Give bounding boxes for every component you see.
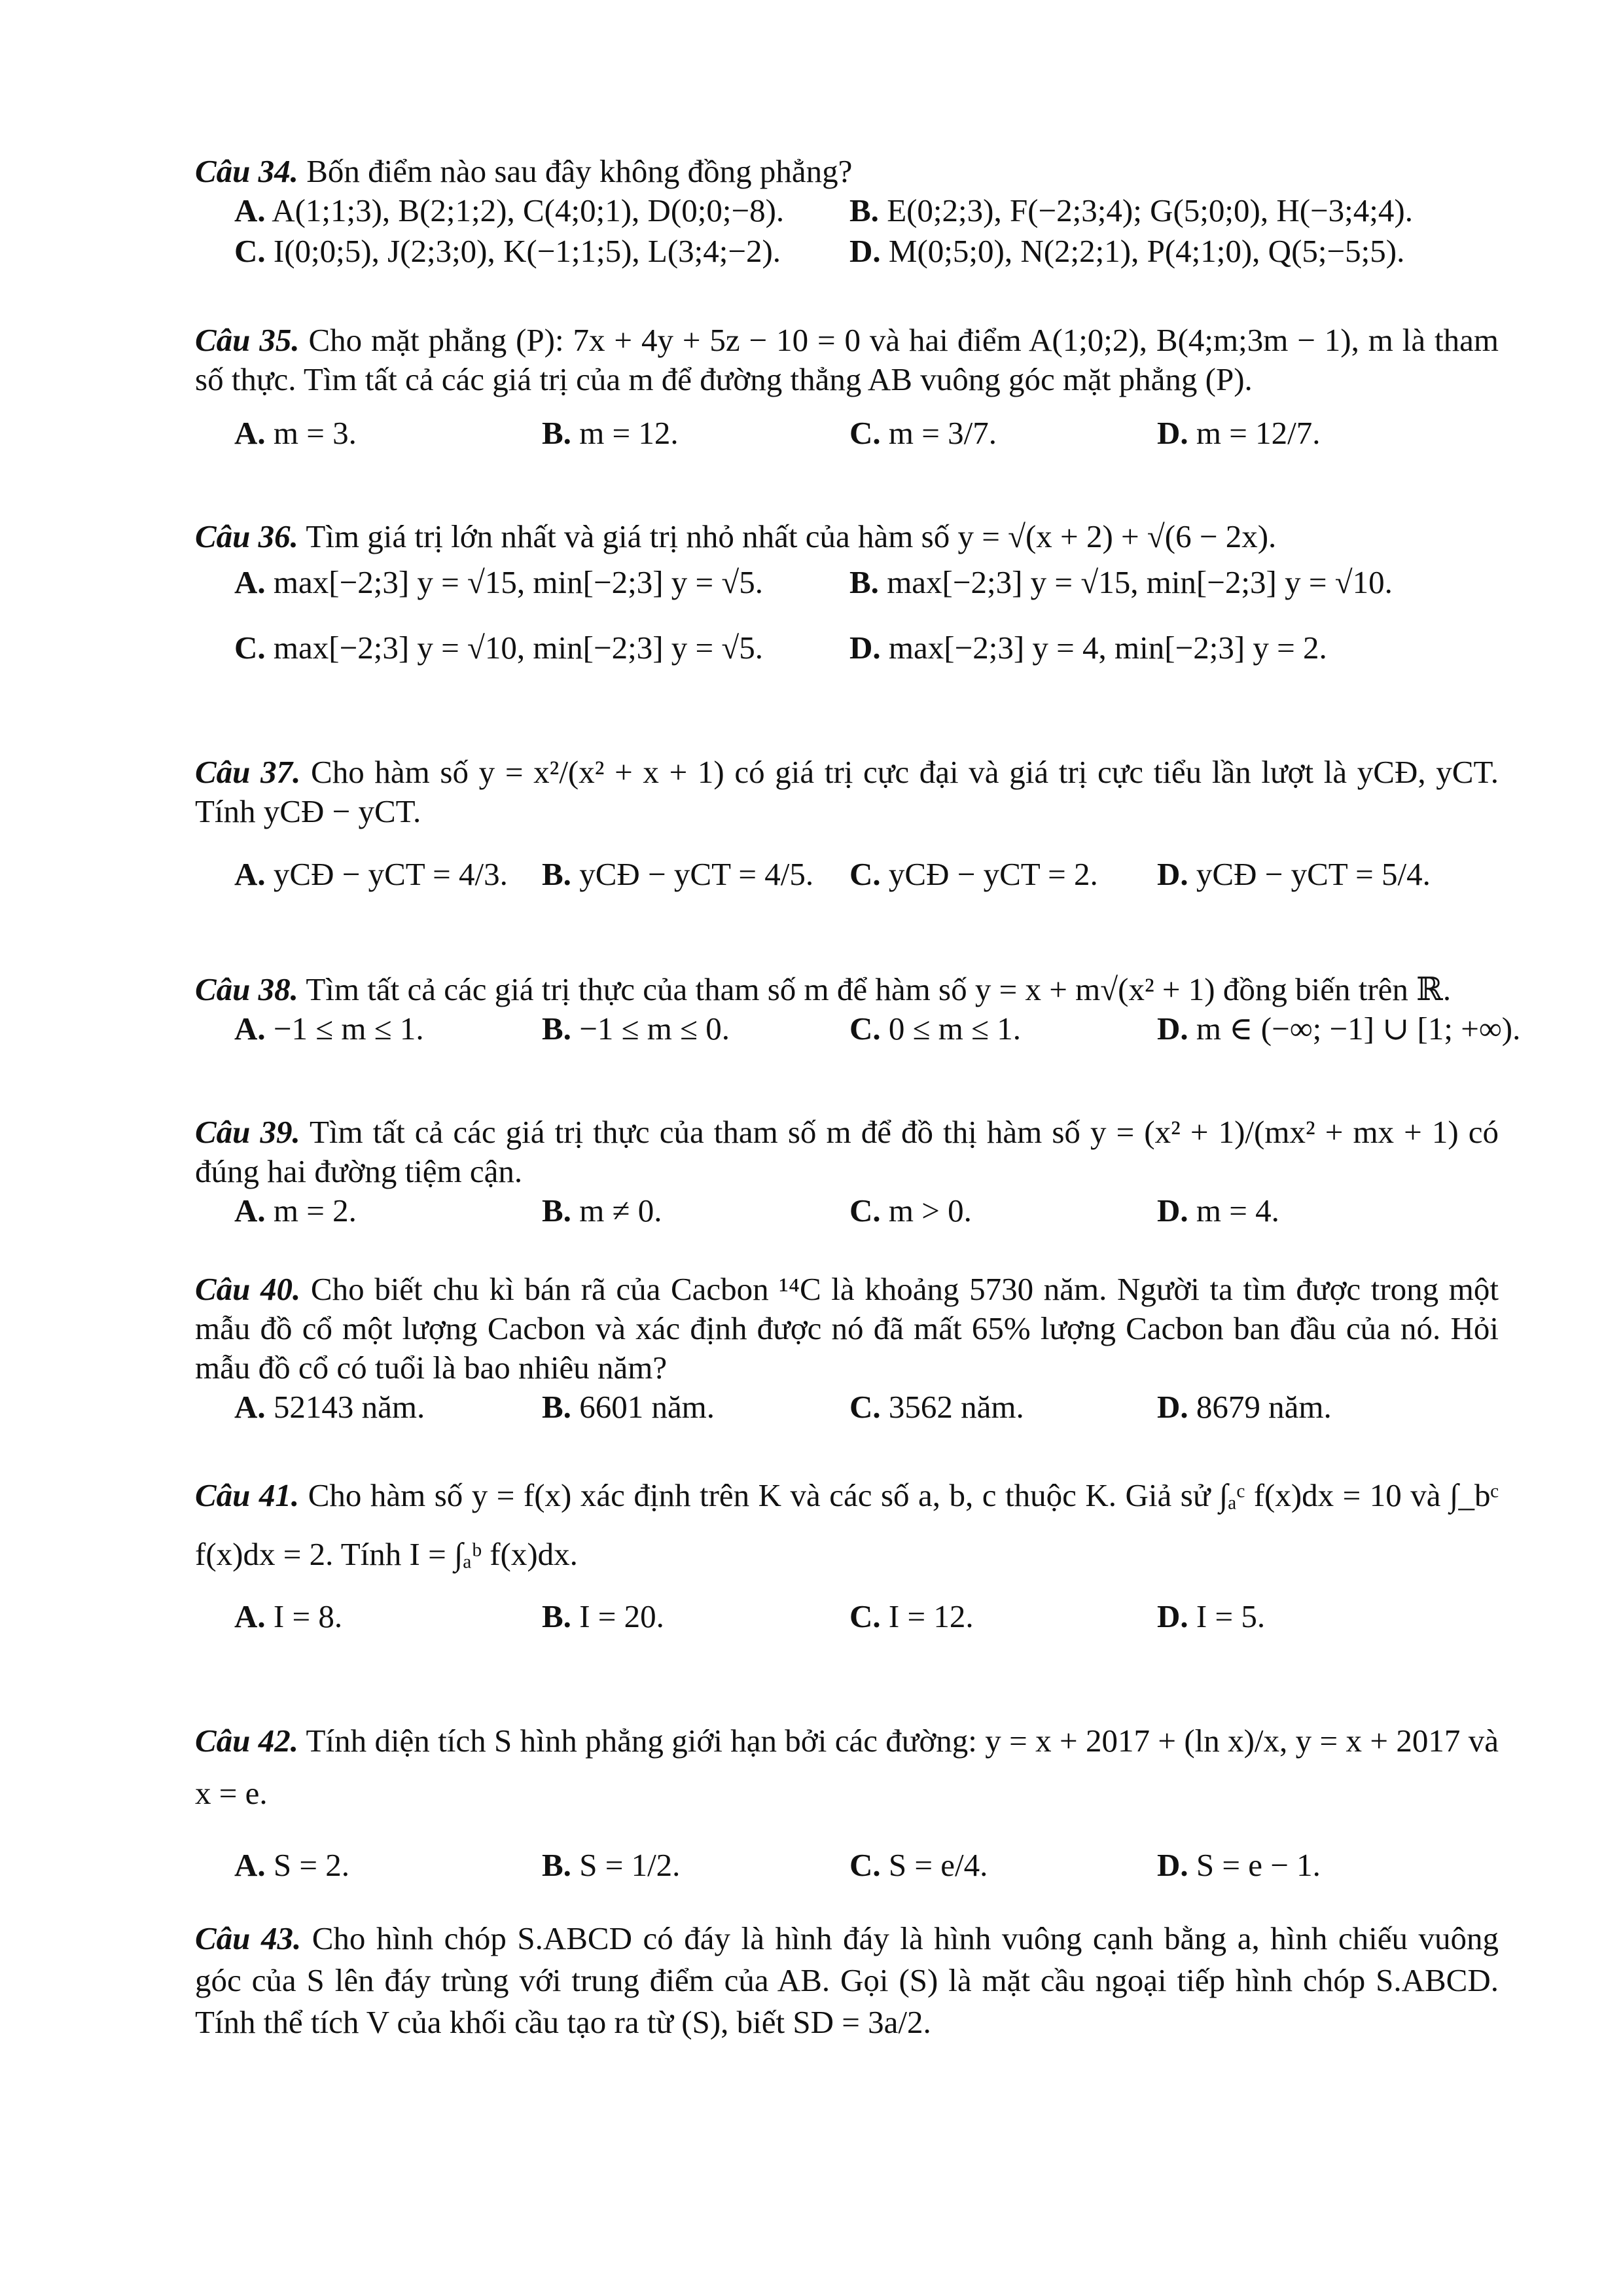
question-41 (195, 1466, 1499, 1638)
option-c[interactable]: C. 3562 năm. (849, 1389, 1024, 1425)
option-b[interactable]: B. I = 20. (542, 1598, 664, 1634)
question-label: Câu 39. (195, 1114, 300, 1150)
question-39 (195, 1113, 1499, 1232)
options-row (195, 191, 1499, 232)
option-a[interactable]: A. max[−2;3] y = √15, min[−2;3] y = √5. (234, 564, 764, 600)
option-c[interactable]: C. yCĐ − yCT = 2. (849, 856, 1098, 892)
question-label: Câu 41. (195, 1477, 300, 1513)
options-row (195, 563, 1499, 603)
question-36 (195, 517, 1499, 669)
option-b[interactable]: B. E(0;2;3), F(−2;3;4); G(5;0;0), H(−3;4;4). (849, 192, 1413, 228)
question-text (195, 152, 1499, 191)
question-text (195, 1918, 1499, 2043)
question-label: Câu 34. (195, 153, 298, 189)
question-label: Câu 42. (195, 1723, 299, 1759)
question-label: Câu 37. (195, 754, 301, 790)
question-43 (195, 1918, 1499, 2043)
option-d[interactable]: D. yCĐ − yCT = 5/4. (1157, 856, 1431, 892)
options-row (195, 1846, 1499, 1886)
question-body: Tìm giá trị lớn nhất và giá trị nhỏ nhất của hàm số y = √(x + 2) + √(6 − 2x). (306, 518, 1277, 554)
question-body: Cho biết chu kì bán rã của Cacbon ¹⁴C là khoảng 5730 năm. Người ta tìm được trong một mẫu đồ cổ một lượng Cacbon và xác định được nó đã mất 65% lượng Cacbon ban đầu của nó. Hỏi mẫu đồ cổ có tuổi là bao nhiêu năm? (195, 1271, 1499, 1386)
question-label: Câu 40. (195, 1271, 301, 1307)
option-d[interactable]: D. max[−2;3] y = 4, min[−2;3] y = 2. (849, 630, 1327, 666)
question-37 (195, 753, 1499, 895)
question-42 (195, 1715, 1499, 1886)
options-row (195, 232, 1499, 272)
options-row (195, 1597, 1499, 1638)
option-d[interactable]: D. 8679 năm. (1157, 1389, 1332, 1425)
question-text (195, 1466, 1499, 1584)
question-body: Cho mặt phẳng (P): 7x + 4y + 5z − 10 = 0 và hai điểm A(1;0;2), B(4;m;3m − 1), m là tham số thực. Tìm tất cả các giá trị của m để đường thẳng AB vuông góc mặt phẳng (P). (195, 322, 1499, 397)
question-body: Cho hàm số y = x²/(x² + x + 1) có giá trị cực đại và giá trị cực tiểu lần lượt là yCĐ, yCT. Tính yCĐ − yCT. (195, 754, 1499, 829)
option-a[interactable]: A. −1 ≤ m ≤ 1. (234, 1011, 424, 1047)
option-d[interactable]: D. S = e − 1. (1157, 1847, 1321, 1883)
option-a[interactable]: A. yCĐ − yCT = 4/3. (234, 856, 508, 892)
option-a[interactable]: A. I = 8. (234, 1598, 343, 1634)
question-body: Bốn điểm nào sau đây không đồng phẳng? (306, 153, 853, 189)
option-c[interactable]: C. m = 3/7. (849, 415, 997, 451)
option-a[interactable]: A. 52143 năm. (234, 1389, 425, 1425)
question-body: Cho hình chóp S.ABCD có đáy là hình đáy là hình vuông cạnh bằng a, hình chiếu vuông góc của S lên đáy trùng với trung điểm của AB. Gọi (S) là mặt cầu ngoại tiếp hình chóp S.ABCD. Tính thể tích V của khối cầu tạo ra từ (S), biết SD = 3a/2. (195, 1920, 1499, 2040)
option-b[interactable]: B. 6601 năm. (542, 1389, 715, 1425)
option-b[interactable]: B. m ≠ 0. (542, 1193, 662, 1229)
option-c[interactable]: C. I = 12. (849, 1598, 974, 1634)
option-c[interactable]: C. 0 ≤ m ≤ 1. (849, 1011, 1022, 1047)
option-d[interactable]: D. M(0;5;0), N(2;2;1), P(4;1;0), Q(5;−5;5). (849, 233, 1405, 269)
question-label: Câu 36. (195, 518, 298, 554)
options-row (195, 1388, 1499, 1428)
question-label: Câu 35. (195, 322, 300, 358)
question-40 (195, 1270, 1499, 1428)
question-text (195, 1113, 1499, 1191)
question-label: Câu 43. (195, 1920, 302, 1956)
option-a[interactable]: A. A(1;1;3), B(2;1;2), C(4;0;1), D(0;0;−8). (234, 192, 785, 228)
question-label: Câu 38. (195, 971, 298, 1007)
option-c[interactable]: C. S = e/4. (849, 1847, 988, 1883)
options-row (195, 1191, 1499, 1232)
question-34 (195, 152, 1499, 272)
question-text (195, 1270, 1499, 1388)
options-row (195, 1009, 1521, 1050)
option-b[interactable]: B. yCĐ − yCT = 4/5. (542, 856, 814, 892)
option-a[interactable]: A. m = 2. (234, 1193, 357, 1229)
question-38 (195, 970, 1521, 1050)
question-text (195, 517, 1499, 556)
option-c[interactable]: C. m > 0. (849, 1193, 972, 1229)
option-b[interactable]: B. S = 1/2. (542, 1847, 681, 1883)
options-row (195, 414, 1499, 454)
option-b[interactable]: B. m = 12. (542, 415, 679, 451)
option-a[interactable]: A. S = 2. (234, 1847, 350, 1883)
option-a[interactable]: A. m = 3. (234, 415, 357, 451)
option-d[interactable]: D. m = 12/7. (1157, 415, 1321, 451)
option-c[interactable]: C. max[−2;3] y = √10, min[−2;3] y = √5. (234, 630, 764, 666)
question-text (195, 753, 1499, 831)
question-text (195, 1715, 1499, 1820)
option-b[interactable]: B. −1 ≤ m ≤ 0. (542, 1011, 730, 1047)
option-b[interactable]: B. max[−2;3] y = √15, min[−2;3] y = √10. (849, 564, 1393, 600)
question-body: Tìm tất cả các giá trị thực của tham số m để đồ thị hàm số y = (x² + 1)/(mx² + mx + 1) có đúng hai đường tiệm cận. (195, 1114, 1499, 1189)
question-35 (195, 321, 1499, 454)
option-d[interactable]: D. I = 5. (1157, 1598, 1266, 1634)
question-text (195, 321, 1499, 399)
option-c[interactable]: C. I(0;0;5), J(2;3;0), K(−1;1;5), L(3;4;−2). (234, 233, 781, 269)
question-text (195, 970, 1499, 1009)
question-body: Tìm tất cả các giá trị thực của tham số m để hàm số y = x + m√(x² + 1) đồng biến trên ℝ. (306, 971, 1452, 1007)
question-body: Tính diện tích S hình phẳng giới hạn bởi các đường: y = x + 2017 + (ln x)/x, y = x + 2017 và x = e. (195, 1723, 1499, 1811)
option-d[interactable]: D. m = 4. (1157, 1193, 1279, 1229)
options-row (195, 855, 1499, 895)
question-body: Cho hàm số y = f(x) xác định trên K và các số a, b, c thuộc K. Giả sử ∫ₐᶜ f(x)dx = 10 và ∫_bᶜ f(x)dx = 2. Tính I = ∫ₐᵇ f(x)dx. (195, 1477, 1499, 1572)
option-d[interactable]: D. m ∈ (−∞; −1] ∪ [1; +∞). (1157, 1011, 1521, 1047)
options-row (195, 628, 1499, 669)
